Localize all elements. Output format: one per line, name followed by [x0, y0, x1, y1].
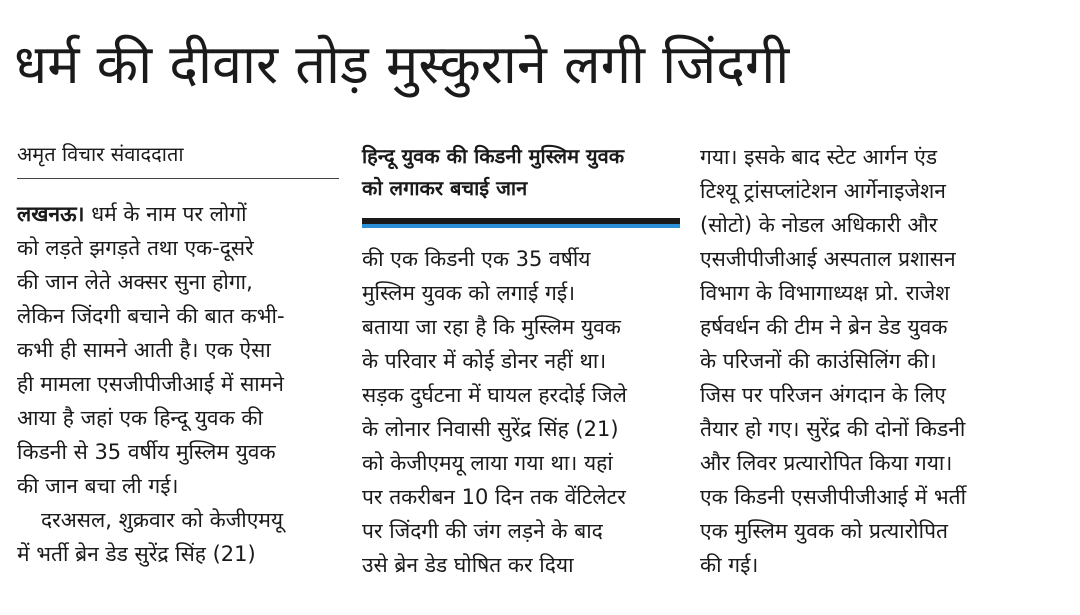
subheadline-line: हिन्दू युवक की किडनी मुस्लिम युवक	[362, 144, 625, 168]
column-1-line: लेकिन जिंदगी बचाने की बात कभी-	[17, 304, 285, 328]
column-1-line: की जान लेते अक्सर सुना होगा,	[17, 270, 253, 294]
column-2-line: के लोनार निवासी सुरेंद्र सिंह (21)	[362, 417, 619, 441]
article-column-1	[17, 140, 339, 571]
column-1-line: को लड़ते झगड़ते तथा एक-दूसरे	[17, 236, 254, 260]
column-2-line: बताया जा रहा है कि मुस्लिम युवक	[362, 315, 621, 339]
column-1-line: आया है जहां एक हिन्दू युवक की	[17, 406, 263, 430]
column-2-line: सड़क दुर्घटना में घायल हरदोई जिले	[362, 383, 627, 407]
column-3-line: हर्षवर्धन की टीम ने ब्रेन डेड युवक	[700, 315, 948, 339]
byline: अमृत विचार संवाददाता	[17, 140, 339, 179]
column-2-line: को केजीएमयू लाया गया था। यहां	[362, 451, 613, 475]
column-3-line: गया। इसके बाद स्टेट आर्गन एंड	[700, 145, 938, 169]
subheadline-line: को लगाकर बचाई जान	[362, 176, 528, 200]
column-3-line: की गई।	[700, 553, 759, 577]
section-rule	[362, 218, 680, 228]
column-3-line: और लिवर प्रत्यारोपित किया गया।	[700, 451, 953, 475]
column-1-line: कभी ही सामने आती है। एक ऐसा	[17, 338, 271, 362]
column-2-line: पर तकरीबन 10 दिन तक वेंटिलेटर	[362, 485, 626, 509]
column-2-line: की एक किडनी एक 35 वर्षीय	[362, 247, 591, 271]
column-3-line: विभाग के विभागाध्यक्ष प्रो. राजेश	[700, 281, 950, 305]
article-column-3	[700, 140, 1030, 582]
column-1-line: किडनी से 35 वर्षीय मुस्लिम युवक	[17, 440, 276, 464]
column-3-line: जिस पर परिजन अंगदान के लिए	[700, 383, 946, 407]
column-3-line: (सोटो) के नोडल अधिकारी और	[700, 213, 938, 237]
column-1-line: ही मामला एसजीपीजीआई में सामने	[17, 372, 284, 396]
column-1-line: में भर्ती ब्रेन डेड सुरेंद्र सिंह (21)	[17, 542, 256, 566]
column-2-line: पर जिंदगी की जंग लड़ने के बाद	[362, 519, 603, 543]
column-3-line: एसजीपीजीआई अस्पताल प्रशासन	[700, 247, 956, 271]
column-3-line: एक मुस्लिम युवक को प्रत्यारोपित	[700, 519, 948, 543]
column-3-line: तैयार हो गए। सुरेंद्र की दोनों किडनी	[700, 417, 966, 441]
article-column-2	[362, 140, 680, 582]
column-1-line-text: धर्म के नाम पर लोगों	[84, 202, 247, 226]
column-1-line: की जान बचा ली गई।	[17, 474, 179, 498]
column-3-line: एक किडनी एसजीपीजीआई में भर्ती	[700, 485, 967, 509]
column-1-line	[17, 197, 339, 231]
column-2-line: के परिवार में कोई डोनर नहीं था।	[362, 349, 607, 373]
column-2-line: मुस्लिम युवक को लगाई गई।	[362, 281, 576, 305]
column-1-line: दरअसल, शुक्रवार को केजीएमयू	[41, 508, 284, 532]
column-3-line: टिश्यू ट्रांसप्लांटेशन आर्गेनाइजेशन	[700, 179, 946, 203]
dateline: लखनऊ।	[17, 202, 85, 226]
headline: धर्म की दीवार तोड़ मुस्कुराने लगी जिंदगी	[14, 33, 790, 96]
column-2-line: उसे ब्रेन डेड घोषित कर दिया	[362, 553, 574, 577]
column-3-line: के परिजनों की काउंसिलिंग की।	[700, 349, 937, 373]
